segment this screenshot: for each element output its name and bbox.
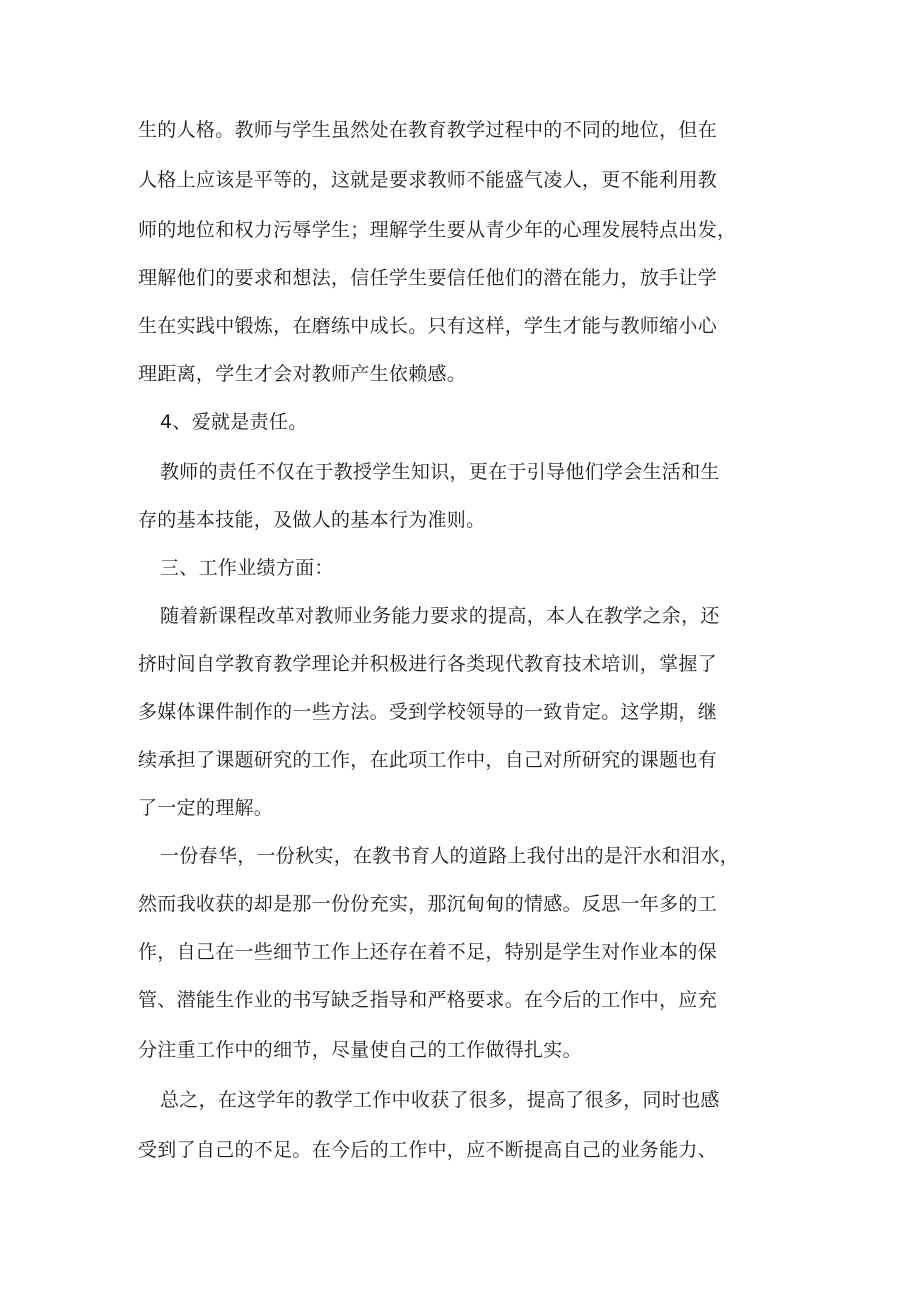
paragraph-first-line: 教师的责任不仅在于教授学生知识，更在于引导他们学会生活和生 [160, 461, 720, 483]
text-line: 生在实践中锻炼，在磨练中成长。只有这样，学生才能与教师缩小心 [138, 315, 718, 337]
text-line: 挤时间自学教育教学理论并积极进行各类现代教育技术培训，掌握了 [138, 653, 718, 675]
section-heading: 三、工作业绩方面： [160, 557, 334, 579]
text-line: 然而我收获的却是那一份份充实，那沉甸甸的情感。反思一年多的工 [138, 893, 718, 915]
text-line: 理解他们的要求和想法，信任学生要信任他们的潜在能力，放手让学 [138, 267, 718, 289]
text-line: 受到了自己的不足。在今后的工作中，应不断提高自己的业务能力、 [138, 1139, 718, 1161]
paragraph-first-line: 总之，在这学年的教学工作中收获了很多，提高了很多，同时也感 [160, 1089, 720, 1111]
text-line: 续承担了课题研究的工作，在此项工作中，自己对所研究的课题也有 [138, 749, 718, 771]
text-line: 了一定的理解。 [138, 797, 274, 819]
paragraph-first-line: 一份春华，一份秋实，在教书育人的道路上我付出的是汗水和泪水， [160, 845, 740, 867]
text-line: 师的地位和权力污辱学生；理解学生要从青少年的心理发展特点出发， [138, 219, 737, 241]
paragraph-first-line: 随着新课程改革对教师业务能力要求的提高，本人在教学之余，还 [160, 605, 720, 627]
text-line: 存的基本技能，及做人的基本行为准则。 [138, 509, 486, 531]
section-heading: 4、爱就是责任。 [160, 411, 308, 433]
text-line: 多媒体课件制作的一些方法。受到学校领导的一致肯定。这学期，继 [138, 701, 718, 723]
text-line: 管、潜能生作业的书写缺乏指导和严格要求。在今后的工作中，应充 [138, 989, 718, 1011]
text-line: 作，自己在一些细节工作上还存在着不足，特别是学生对作业本的保 [138, 941, 718, 963]
text-line: 分注重工作中的细节，尽量使自己的工作做得扎实。 [138, 1039, 582, 1061]
text-line: 生的人格。教师与学生虽然处在教育教学过程中的不同的地位，但在 [138, 119, 718, 141]
text-line: 理距离，学生才会对教师产生依赖感。 [138, 363, 467, 385]
text-line: 人格上应该是平等的，这就是要求教师不能盛气凌人，更不能利用教 [138, 169, 718, 191]
